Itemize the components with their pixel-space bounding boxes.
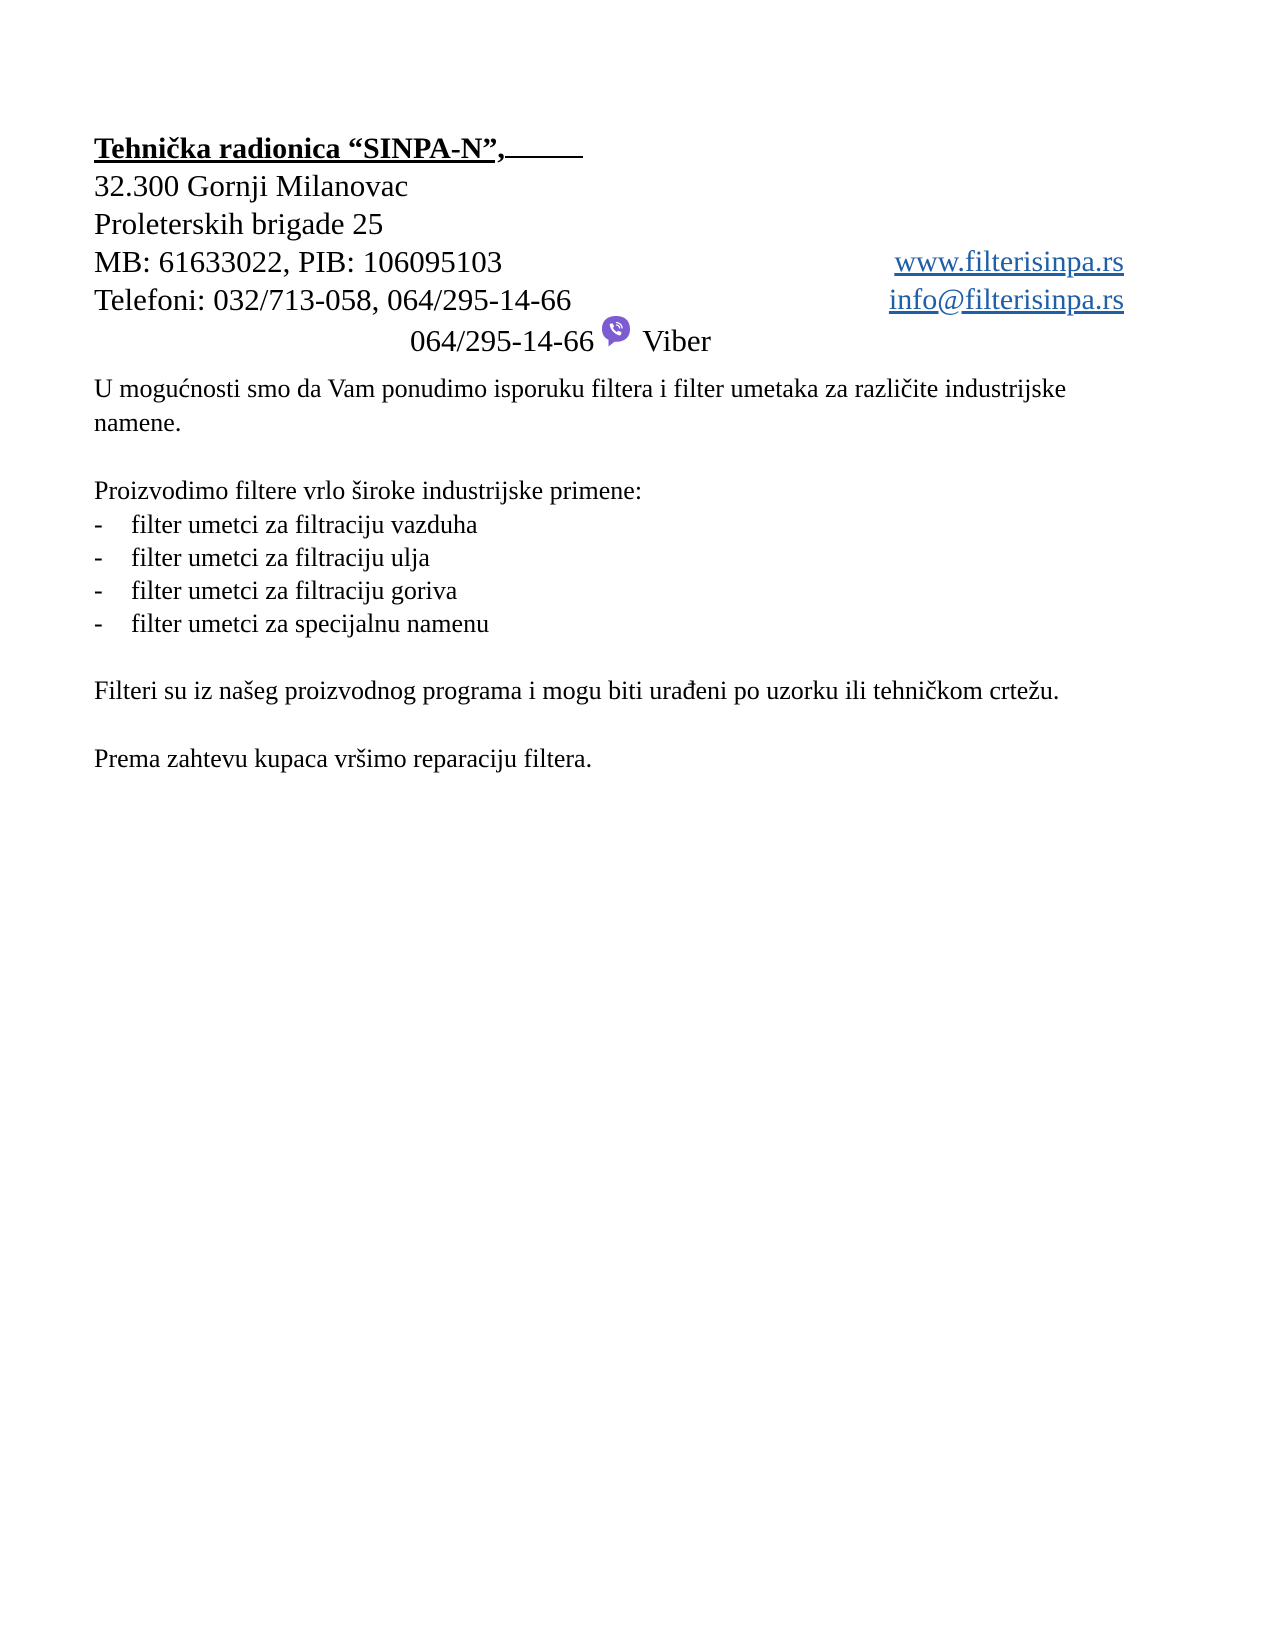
company-name-heading (94, 130, 1124, 167)
list-item (94, 508, 1134, 541)
bullet-dash: - (94, 543, 103, 572)
list-item-text: filter umetci za filtraciju vazduha (131, 510, 478, 539)
phones-line (94, 281, 1124, 319)
list-item-text: filter umetci za specijalnu namenu (131, 609, 490, 638)
title-underline-tail (505, 130, 583, 158)
program-paragraph: Filteri su iz našeg proizvodnog programa i mogu biti urađeni po uzorku ili tehničkom crtežu. (94, 676, 1060, 705)
address-street-line (94, 205, 1124, 243)
products-heading: Proizvodimo filtere vrlo široke industrijske primene: (94, 476, 643, 505)
list-item (94, 541, 1134, 574)
address-city: 32.300 Gornji Milanovac (94, 168, 409, 203)
letter-body (94, 372, 1134, 776)
list-item-text: filter umetci za filtraciju ulja (131, 543, 430, 572)
address-city-line (94, 167, 1124, 205)
phone-numbers: Telefoni: 032/713-058, 064/295-14-66 (94, 282, 572, 317)
products-list (94, 508, 1134, 640)
paragraph-spacer (94, 440, 1134, 474)
list-item-text: filter umetci za filtraciju goriva (131, 576, 458, 605)
registration-line (94, 243, 1124, 281)
website-link[interactable]: www.filterisinpa.rs (894, 245, 1124, 278)
intro-paragraph: U mogućnosti smo da Vam ponudimo isporuku filtera i filter umetaka za različite industrijske namene. (94, 374, 1067, 437)
list-item (94, 607, 1134, 640)
bullet-dash: - (94, 609, 103, 638)
bullet-dash: - (94, 510, 103, 539)
registration-ids: MB: 61633022, PIB: 106095103 (94, 244, 503, 279)
repair-paragraph: Prema zahtevu kupaca vršimo reparaciju filtera. (94, 744, 593, 773)
viber-line (94, 319, 1124, 363)
letterhead (94, 130, 1124, 363)
list-item (94, 574, 1134, 607)
viber-icon (600, 315, 632, 349)
address-street: Proleterskih brigade 25 (94, 206, 384, 241)
paragraph-spacer (94, 640, 1134, 674)
bullet-dash: - (94, 576, 103, 605)
company-name: Tehnička radionica “SINPA-N”, (94, 132, 505, 165)
viber-label: Viber (642, 323, 711, 358)
email-link[interactable]: info@filterisinpa.rs (888, 283, 1124, 316)
paragraph-spacer (94, 708, 1134, 742)
viber-phone: 064/295-14-66 (410, 323, 595, 358)
